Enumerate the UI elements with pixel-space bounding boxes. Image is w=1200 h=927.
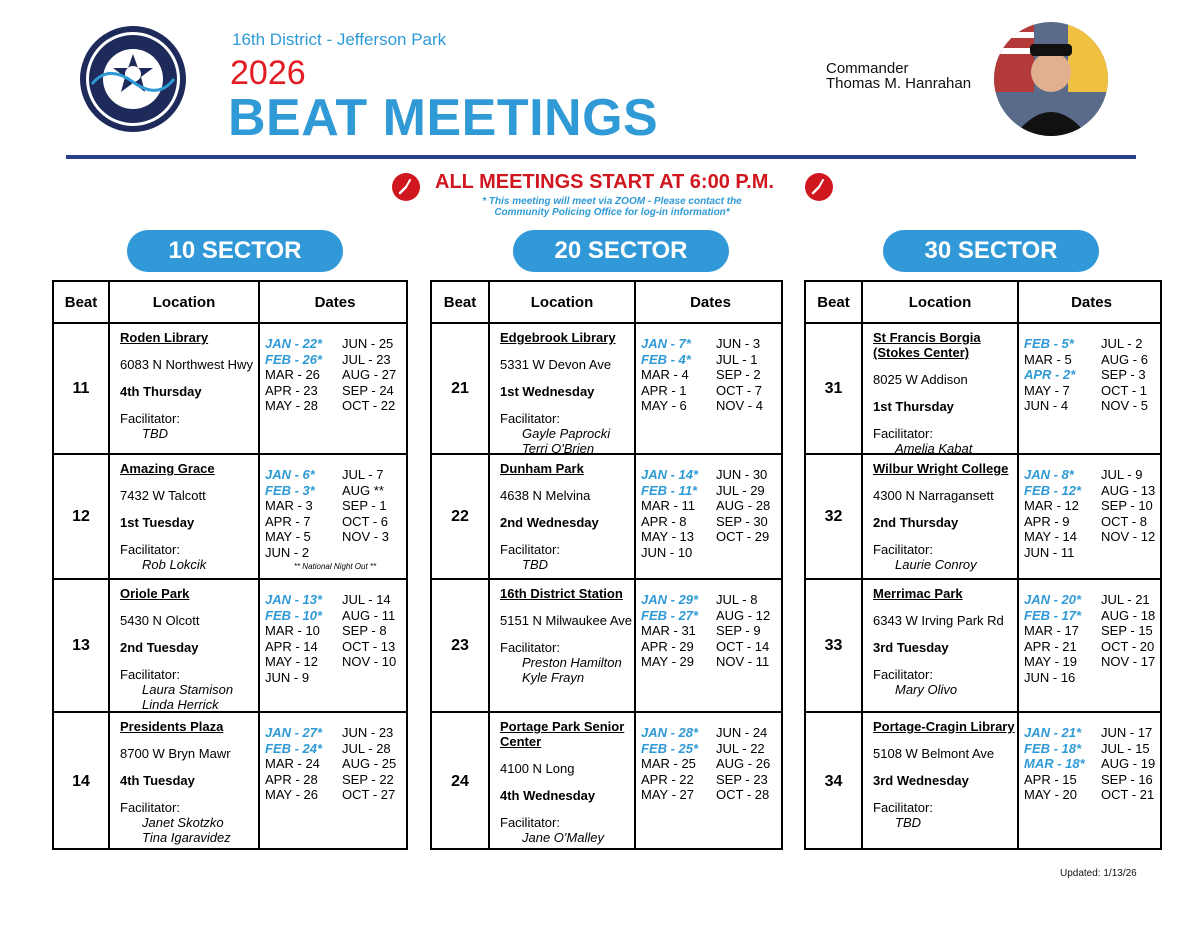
- facilitator-name: Amelia Kabat: [895, 441, 973, 456]
- meeting-date: SEP - 23: [716, 771, 768, 787]
- meeting-date: MAY - 14: [1024, 529, 1077, 544]
- facilitator-label: Facilitator:: [500, 815, 560, 830]
- location-address: 5108 W Belmont Ave: [873, 746, 995, 761]
- dates-column: [1024, 592, 1081, 685]
- meeting-date: SEP - 22: [342, 771, 394, 787]
- meeting-date: APR - 15: [1024, 771, 1077, 787]
- table-row: [806, 713, 1160, 850]
- meeting-date: FEB - 27*: [641, 607, 699, 623]
- meeting-date: APR - 22: [641, 771, 694, 787]
- dates-cell: [260, 580, 410, 685]
- column-header-dates: Dates: [314, 293, 356, 311]
- clock-icon: [391, 172, 421, 202]
- location-cell: [110, 580, 260, 711]
- meeting-date: MAY - 5: [265, 529, 311, 544]
- location-address: 6343 W Irving Park Rd: [873, 613, 1004, 628]
- meeting-day: 1st Thursday: [873, 399, 954, 414]
- start-time-notice: ALL MEETINGS START AT 6:00 P.M.: [435, 171, 774, 193]
- meeting-date: APR - 23: [265, 382, 318, 398]
- dates-cell: [1019, 713, 1164, 802]
- beat-number: 31: [806, 324, 863, 453]
- meeting-date: MAR - 24: [265, 756, 320, 771]
- header-divider: [66, 155, 1136, 159]
- location-cell: [490, 324, 636, 456]
- column-header-location: Location: [490, 282, 636, 322]
- meeting-date: OCT - 22: [342, 398, 396, 413]
- meeting-date: JAN - 14*: [641, 467, 699, 482]
- facilitator-name: Tina Igaravidez: [142, 830, 231, 845]
- meeting-date: NOV - 4: [716, 398, 763, 413]
- meeting-date: MAY - 6: [641, 398, 687, 413]
- meeting-day: 1st Tuesday: [120, 515, 195, 530]
- meeting-day: 3rd Tuesday: [873, 640, 949, 655]
- meeting-date: JUN - 3: [716, 336, 761, 351]
- dates-column: [1101, 725, 1155, 803]
- zoom-note: * This meeting will meet via ZOOM - Please contact the Community Policing Office for log-in information*: [482, 196, 742, 218]
- meeting-date: MAY - 29: [641, 654, 694, 669]
- location-name: Roden Library: [120, 330, 209, 345]
- meeting-date: APR - 28: [265, 771, 318, 787]
- district-logo: [78, 24, 188, 134]
- dates-column: [342, 725, 396, 803]
- table-row: [806, 455, 1160, 580]
- clock-icon: [804, 172, 834, 202]
- meeting-date: JUN - 17: [1101, 725, 1153, 740]
- beat-number: 24: [432, 713, 490, 850]
- dates-cell: [636, 713, 785, 802]
- dates-cell: [1019, 455, 1164, 560]
- table-header-row: [806, 282, 1160, 324]
- meeting-date: JUL - 22: [716, 740, 765, 756]
- meeting-date: JUL - 21: [1101, 592, 1150, 607]
- meeting-date: JUN - 9: [265, 669, 310, 685]
- dates-column: [716, 467, 770, 545]
- table-row: [432, 713, 781, 850]
- meeting-date: FEB - 11*: [641, 482, 698, 498]
- meeting-date: JUN - 10: [641, 544, 693, 560]
- facilitator-name: Preston Hamilton: [522, 655, 622, 670]
- meeting-day: 4th Tuesday: [120, 773, 195, 788]
- meeting-date: NOV - 3: [342, 529, 389, 544]
- table-row: [54, 324, 406, 455]
- dates-column: [641, 725, 698, 803]
- facilitator-name: Kyle Frayn: [522, 670, 585, 685]
- dates-column: [641, 336, 691, 414]
- column-header-beat: Beat: [806, 282, 863, 322]
- location-name: Wilbur Wright College: [873, 461, 1009, 476]
- meeting-date: MAY - 12: [265, 654, 318, 669]
- beat-number: 14: [54, 713, 110, 850]
- meeting-date: JUN - 30: [716, 467, 768, 482]
- dates-column: [265, 725, 322, 803]
- facilitator-label: Facilitator:: [120, 800, 180, 815]
- meeting-date: OCT - 27: [342, 787, 396, 802]
- meeting-date: OCT - 20: [1101, 638, 1155, 654]
- location-address: 4300 N Narragansett: [873, 488, 994, 503]
- meeting-date: JUN - 11: [1024, 544, 1075, 560]
- location-cell: [110, 455, 260, 578]
- meeting-date: AUG - 18: [1101, 607, 1156, 623]
- dates-cell: [260, 713, 410, 802]
- meeting-date: OCT - 21: [1101, 787, 1155, 802]
- meeting-date: JUL - 28: [342, 740, 391, 756]
- facilitator-name: TBD: [895, 815, 921, 830]
- location-address: 4638 N Melvina: [500, 488, 591, 503]
- meeting-date: AUG - 19: [1101, 756, 1156, 771]
- location-address: 7432 W Talcott: [120, 488, 206, 503]
- facilitator-label: Facilitator:: [500, 542, 560, 557]
- meeting-date: MAY - 28: [265, 398, 318, 413]
- dates-cell: [260, 324, 410, 413]
- meeting-date: SEP - 24: [342, 382, 394, 398]
- location-address: 5151 N Milwaukee Ave: [500, 613, 633, 628]
- meeting-day: 4th Wednesday: [500, 788, 596, 803]
- meeting-date: APR - 21: [1024, 638, 1077, 654]
- meeting-date: OCT - 7: [716, 382, 762, 398]
- national-night-out-note: ** National Night Out **: [293, 562, 377, 571]
- meeting-date: MAY - 7: [1024, 382, 1070, 398]
- column-header-beat: Beat: [54, 282, 110, 322]
- dates-cell: [636, 455, 785, 560]
- dates-column: [641, 467, 698, 560]
- beat-number: 23: [432, 580, 490, 711]
- dates-column: [1101, 467, 1155, 545]
- meeting-date: OCT - 14: [716, 638, 770, 654]
- meeting-date: JAN - 20*: [1024, 592, 1082, 607]
- dates-column: [1024, 725, 1085, 803]
- table-row: [806, 580, 1160, 713]
- beat-number: 34: [806, 713, 863, 850]
- facilitator-label: Facilitator:: [120, 542, 180, 557]
- location-name: Portage Park Senior Center: [500, 719, 625, 749]
- table-header-row: [432, 282, 781, 324]
- meeting-date: AUG **: [342, 482, 384, 498]
- meeting-date: MAR - 18*: [1024, 756, 1085, 771]
- meeting-date: MAY - 26: [265, 787, 318, 802]
- commander-name: Thomas M. Hanrahan: [826, 75, 972, 92]
- meeting-date: AUG - 6: [1101, 351, 1148, 367]
- meeting-date: MAR - 4: [641, 367, 689, 382]
- facilitator-name: Laura Stamison: [142, 682, 234, 697]
- location-address: 5331 W Devon Ave: [500, 357, 612, 372]
- meeting-date: MAR - 10: [265, 623, 320, 638]
- dates-column: [1101, 336, 1148, 414]
- meeting-date: FEB - 18*: [1024, 740, 1082, 756]
- meeting-date: OCT - 1: [1101, 382, 1147, 398]
- facilitator-name: Laurie Conroy: [895, 557, 977, 572]
- meeting-date: JUN - 24: [716, 725, 768, 740]
- beat-number: 21: [432, 324, 490, 453]
- facilitator-name: Janet Skotzko: [142, 815, 224, 830]
- location-cell: [490, 580, 636, 711]
- facilitator-label: Facilitator:: [873, 426, 933, 441]
- meeting-date: SEP - 8: [342, 623, 387, 638]
- meeting-date: JUN - 16: [1024, 669, 1076, 685]
- meeting-date: OCT - 6: [342, 513, 388, 529]
- dates-column: [342, 336, 396, 414]
- facilitator-label: Facilitator:: [873, 542, 933, 557]
- dates-cell: [636, 580, 785, 669]
- dates-column: [1024, 336, 1075, 414]
- meeting-date: MAY - 19: [1024, 654, 1077, 669]
- meeting-date: APR - 7: [265, 513, 311, 529]
- location-cell: [863, 324, 1019, 456]
- location-name: Dunham Park: [500, 461, 584, 476]
- table-row: [432, 324, 781, 455]
- meeting-date: JAN - 27*: [265, 725, 323, 740]
- facilitator-label: Facilitator:: [873, 667, 933, 682]
- meeting-date: MAR - 11: [641, 498, 695, 513]
- location-cell: [863, 455, 1019, 578]
- location-address: 8025 W Addison: [873, 372, 968, 387]
- dates-column: [265, 467, 315, 560]
- location-cell: [490, 455, 636, 578]
- meeting-date: JAN - 28*: [641, 725, 699, 740]
- location-cell: [110, 324, 260, 453]
- location-cell: [863, 713, 1019, 850]
- meeting-date: APR - 14: [265, 638, 318, 654]
- meeting-date: FEB - 24*: [265, 740, 323, 756]
- commander-title: Commander: [826, 60, 909, 77]
- sector-30-pill: 30 SECTOR: [883, 230, 1099, 272]
- meeting-day: 2nd Tuesday: [120, 640, 199, 655]
- meeting-date: JUN - 23: [342, 725, 394, 740]
- location-name: Portage-Cragin Library: [873, 719, 1015, 734]
- dates-column: [265, 336, 322, 414]
- meeting-date: MAR - 5: [1024, 351, 1072, 367]
- meeting-date: AUG - 13: [1101, 482, 1156, 498]
- meeting-date: MAR - 26: [265, 367, 320, 382]
- meeting-date: FEB - 5*: [1024, 336, 1074, 351]
- dates-column: [342, 592, 396, 670]
- meeting-date: MAY - 13: [641, 529, 694, 544]
- location-address: 6083 N Northwest Hwy: [120, 357, 253, 372]
- meeting-date: OCT - 29: [716, 529, 770, 544]
- meeting-date: NOV - 5: [1101, 398, 1148, 413]
- facilitator-name: Rob Lokcik: [142, 557, 207, 572]
- updated-date: Updated: 1/13/26: [1060, 868, 1137, 879]
- beat-number: 11: [54, 324, 110, 453]
- meeting-day: 1st Wednesday: [500, 384, 595, 399]
- facilitator-label: Facilitator:: [120, 667, 180, 682]
- beat-number: 32: [806, 455, 863, 578]
- location-name: St Francis Borgia (Stokes Center): [873, 330, 981, 360]
- meeting-date: NOV - 12: [1101, 529, 1156, 544]
- table-header-row: [54, 282, 406, 324]
- sector-20-pill: 20 SECTOR: [513, 230, 729, 272]
- dates-cell: [636, 324, 785, 413]
- location-name: Oriole Park: [120, 586, 190, 601]
- meeting-date: JUL - 9: [1101, 467, 1143, 482]
- meeting-date: FEB - 4*: [641, 351, 691, 367]
- sector-table: [804, 280, 1162, 850]
- dates-cell: [260, 455, 410, 571]
- facilitator-name: Gayle Paprocki: [522, 426, 611, 441]
- beat-number: 13: [54, 580, 110, 711]
- meeting-date: OCT - 28: [716, 787, 770, 802]
- meeting-date: FEB - 12*: [1024, 482, 1082, 498]
- meeting-day: 4th Thursday: [120, 384, 202, 399]
- table-row: [432, 580, 781, 713]
- meeting-date: JAN - 8*: [1024, 467, 1074, 482]
- facilitator-name: Linda Herrick: [142, 697, 219, 712]
- meeting-date: MAR - 25: [641, 756, 696, 771]
- meeting-date: SEP - 1: [342, 498, 387, 513]
- meeting-date: MAY - 20: [1024, 787, 1077, 802]
- facilitator-name: Mary Olivo: [895, 682, 958, 697]
- meeting-day: 3rd Wednesday: [873, 773, 969, 788]
- location-name: 16th District Station: [500, 586, 623, 601]
- dates-column: [342, 467, 389, 545]
- meeting-date: JAN - 7*: [641, 336, 691, 351]
- dates-column: [641, 592, 698, 670]
- sector-10-pill: 10 SECTOR: [127, 230, 343, 272]
- meeting-date: MAR - 3: [265, 498, 313, 513]
- sector-table: [430, 280, 783, 850]
- meeting-date: APR - 2*: [1024, 367, 1076, 382]
- meeting-day: 2nd Thursday: [873, 515, 959, 530]
- table-row: [806, 324, 1160, 455]
- year-heading: 2026: [230, 54, 306, 92]
- column-header-dates: Dates: [1071, 293, 1112, 311]
- meeting-date: JUN - 25: [342, 336, 394, 351]
- meeting-date: SEP - 30: [716, 513, 768, 529]
- meeting-date: FEB - 10*: [265, 607, 323, 623]
- meeting-date: JAN - 22*: [265, 336, 323, 351]
- meeting-date: JUL - 23: [342, 351, 391, 367]
- table-row: [54, 580, 406, 713]
- location-name: Amazing Grace: [120, 461, 215, 476]
- dates-column: [265, 592, 322, 685]
- meeting-date: MAR - 17: [1024, 623, 1079, 638]
- meeting-date: APR - 9: [1024, 513, 1070, 529]
- meeting-date: AUG - 27: [342, 367, 397, 382]
- commander-photo: [994, 22, 1108, 136]
- meeting-date: SEP - 16: [1101, 771, 1153, 787]
- dates-column: [716, 725, 770, 803]
- column-header-location: Location: [863, 282, 1019, 322]
- meeting-date: MAY - 27: [641, 787, 694, 802]
- column-header-dates: Dates: [690, 293, 731, 311]
- meeting-date: SEP - 10: [1101, 498, 1153, 513]
- meeting-date: SEP - 9: [716, 623, 761, 638]
- facilitator-label: Facilitator:: [500, 411, 560, 426]
- location-cell: [110, 713, 260, 850]
- meeting-date: SEP - 3: [1101, 367, 1146, 382]
- meeting-date: JUL - 15: [1101, 740, 1150, 756]
- meeting-date: FEB - 25*: [641, 740, 699, 756]
- meeting-date: JAN - 21*: [1024, 725, 1082, 740]
- meeting-date: JAN - 29*: [641, 592, 699, 607]
- meeting-day: 2nd Wednesday: [500, 515, 599, 530]
- dates-column: [1101, 592, 1155, 670]
- district-subtitle: 16th District - Jefferson Park: [232, 30, 447, 49]
- dates-column: [1024, 467, 1081, 560]
- meeting-date: OCT - 8: [1101, 513, 1147, 529]
- facilitator-label: Facilitator:: [500, 640, 560, 655]
- table-row: [432, 455, 781, 580]
- meeting-date: JAN - 6*: [265, 467, 315, 482]
- meeting-date: NOV - 17: [1101, 654, 1156, 669]
- meeting-date: MAR - 31: [641, 623, 696, 638]
- location-address: 4100 N Long: [500, 761, 575, 776]
- meeting-date: APR - 1: [641, 382, 687, 398]
- location-name: Edgebrook Library: [500, 330, 616, 345]
- location-name: Merrimac Park: [873, 586, 963, 601]
- column-header-beat: Beat: [432, 282, 490, 322]
- meeting-date: JAN - 13*: [265, 592, 323, 607]
- beat-number: 22: [432, 455, 490, 578]
- meeting-date: APR - 29: [641, 638, 694, 654]
- meeting-date: NOV - 11: [716, 654, 770, 669]
- facilitator-name: Terri O'Brien: [522, 441, 595, 456]
- table-row: [54, 455, 406, 580]
- meeting-date: JUL - 14: [342, 592, 391, 607]
- beat-number: 12: [54, 455, 110, 578]
- meeting-date: JUL - 7: [342, 467, 384, 482]
- meeting-date: AUG - 28: [716, 498, 771, 513]
- table-row: [54, 713, 406, 850]
- dates-column: [716, 592, 770, 670]
- meeting-date: NOV - 10: [342, 654, 397, 669]
- meeting-date: OCT - 13: [342, 638, 396, 654]
- column-header-location: Location: [110, 282, 260, 322]
- facilitator-name: TBD: [522, 557, 548, 572]
- meeting-date: APR - 8: [641, 513, 687, 529]
- facilitator-label: Facilitator:: [873, 800, 933, 815]
- location-address: 8700 W Bryn Mawr: [120, 746, 231, 761]
- dates-cell: [1019, 324, 1164, 413]
- meeting-date: JUL - 1: [716, 351, 758, 367]
- meeting-date: FEB - 26*: [265, 351, 323, 367]
- facilitator-name: Jane O'Malley: [522, 830, 604, 845]
- meeting-date: FEB - 3*: [265, 482, 315, 498]
- facilitator-label: Facilitator:: [120, 411, 180, 426]
- location-cell: [863, 580, 1019, 711]
- meeting-date: JUN - 4: [1024, 398, 1069, 413]
- sector-table: [52, 280, 408, 850]
- meeting-date: JUL - 29: [716, 482, 765, 498]
- location-cell: [490, 713, 636, 850]
- meeting-date: AUG - 11: [342, 607, 396, 623]
- meeting-date: SEP - 15: [1101, 623, 1153, 638]
- beat-number: 33: [806, 580, 863, 711]
- meeting-date: AUG - 12: [716, 607, 771, 623]
- meeting-date: FEB - 17*: [1024, 607, 1082, 623]
- dates-cell: [1019, 580, 1164, 685]
- location-name: Presidents Plaza: [120, 719, 224, 734]
- meeting-date: JUN - 2: [265, 544, 310, 560]
- page-title: BEAT MEETINGS: [228, 89, 659, 147]
- meeting-date: SEP - 2: [716, 367, 761, 382]
- meeting-date: AUG - 25: [342, 756, 397, 771]
- dates-column: [716, 336, 763, 414]
- meeting-date: MAR - 12: [1024, 498, 1079, 513]
- meeting-date: JUL - 2: [1101, 336, 1143, 351]
- meeting-date: JUL - 8: [716, 592, 758, 607]
- commander-block: [826, 61, 971, 91]
- meeting-date: AUG - 26: [716, 756, 771, 771]
- location-address: 5430 N Olcott: [120, 613, 200, 628]
- facilitator-name: TBD: [142, 426, 168, 441]
